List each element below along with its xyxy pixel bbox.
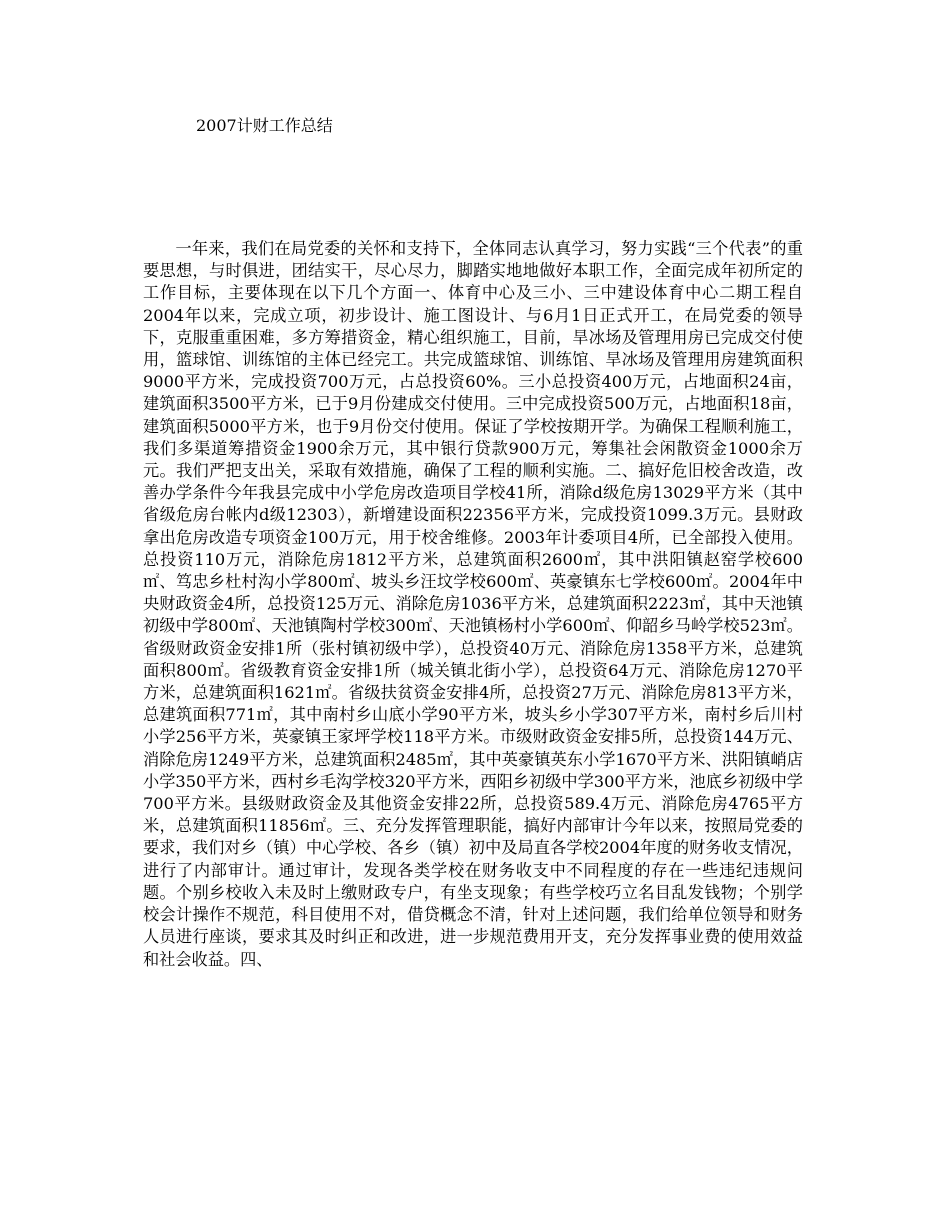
document-body-paragraph: 一年来，我们在局党委的关怀和支持下，全体同志认真学习，努力实践“三个代表”的重要思想，与时俱进，团结实干，尽心尽力，脚踏实地地做好本职工作，全面完成年初所定的工作目标，主要体现在以下几个方面一、体育中心及三小、三中建设体育中心二期工程自2004年以来，完成立项，初步设计、施工图设计、与6月1日正式开工，在局党委的领导下，克服重重困难，多方筹措资金，精心组织施工，目前，旱冰场及管理用房已完成交付使用，篮球馆、训练馆的主体已经完工。共完成篮球馆、训练馆、旱冰场及管理用房建筑面积9000平方米，完成投资700万元，占总投资60%。三小总投资400万元，占地面积24亩，建筑面积3500平方米，已于9月份建成交付使用。三中完成投资500万元，占地面积18亩，建筑面积5000平方米，也于9月份交付使用。保证了学校按期开学。为确保工程顺利施工，我们多渠道筹措资金1900余万元，其中银行贷款900万元，筹集社会闲散资金1000余万元。我们严把支出关，采取有效措施，确保了工程的顺利实施。二、搞好危旧校舍改造，改善办学条件今年我县完成中小学危房改造项目学校41所，消除d级危房13029平方米（其中省级危房台帐内d级12303），新增建设面积22356平方米，完成投资1099.3万元。县财政拿出危房改造专项资金100万元，用于校舍维修。2003年计委项目4所，已全部投入使用。总投资110万元，消除危房1812平方米，总建筑面积2600㎡，其中洪阳镇赵窑学校600㎡、笃忠乡杜村沟小学800㎡、坡头乡汪坟学校600㎡、英豪镇东七学校600㎡。2004年中央财政资金4所，总投资125万元、消除危房1036平方米，总建筑面积2223㎡，其中天池镇初级中学800㎡、天池镇陶村学校300㎡、天池镇杨村小学600㎡、仰韶乡马岭学校523㎡。省级财政资金安排1所（张村镇初级中学），总投资40万元、消除危房1358平方米，总建筑面积800㎡。省级教育资金安排1所（城关镇北街小学），总投资64万元、消除危房1270平方米，总建筑面积1621㎡。省级扶贫资金安排4所，总投资27万元、消除危房813平方米，总建筑面积771㎡，其中南村乡山底小学90平方米，坡头乡小学307平方米，南村乡后川村小学256平方米，英豪镇王家坪学校118平方米。市级财政资金安排5所，总投资144万元、消除危房1249平方米，总建筑面积2485㎡，其中英豪镇英东小学1670平方米、洪阳镇峭店小学350平方米，西村乡毛沟学校320平方米，西阳乡初级中学300平方米，池底乡初级中学700平方米。县级财政资金及其他资金安排22所，总投资589.4万元、消除危房4765平方米，总建筑面积11856㎡。三、充分发挥管理职能，搞好内部审计今年以来，按照局党委的要求，我们对乡（镇）中心学校、各乡（镇）初中及局直各学校2004年度的财务收支情况，进行了内部审计。通过审计，发现各类学校在财务收支中不同程度的存在一些违纪违规问题。个别乡校收入未及时上缴财政专户，有坐支现象；有些学校巧立名目乱发钱物；个别学校会计操作不规范，科目使用不对，借贷概念不清，针对上述问题，我们给单位领导和财务人员进行座谈，要求其及时纠正和改进，进一步规范费用开支，充分发挥事业费的使用效益和社会收益。四、 — [143, 239, 803, 969]
document-title: 2007计财工作总结 — [196, 116, 333, 135]
